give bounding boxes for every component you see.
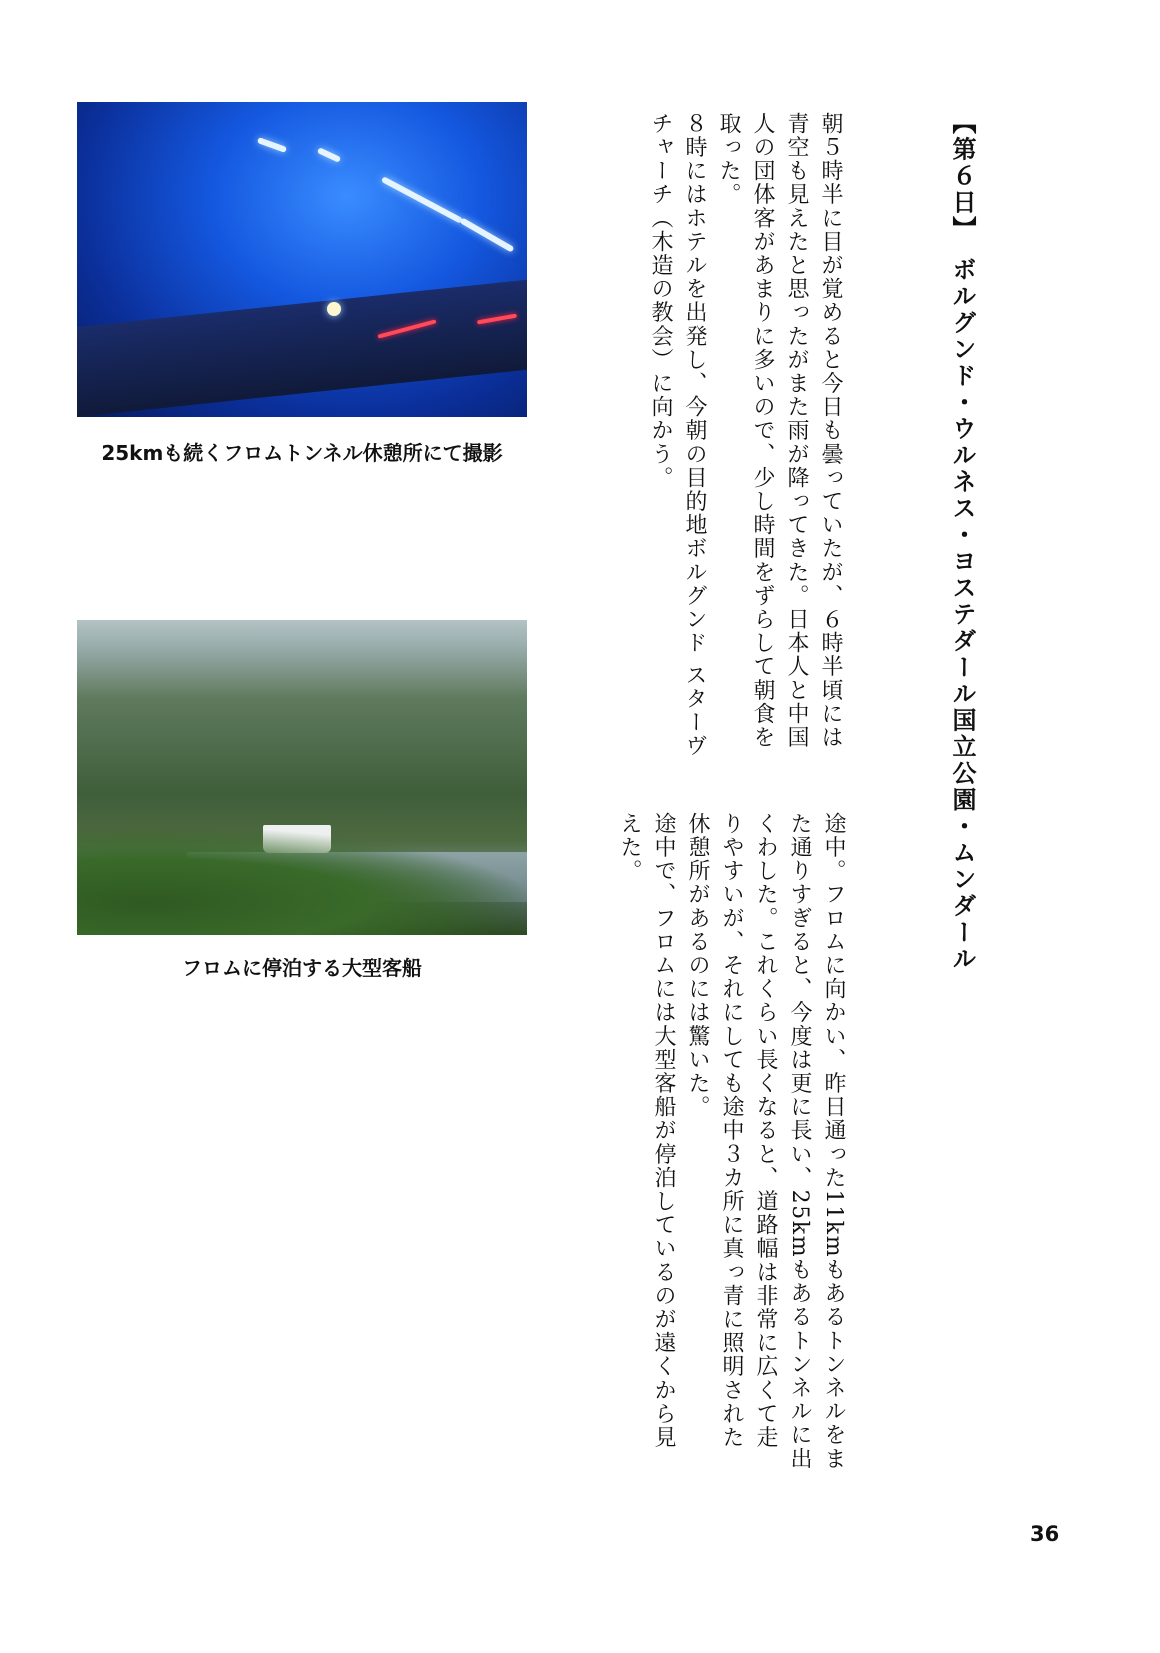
body-section-1 [643, 112, 847, 758]
text-line: ８時にはホテルを出発し、今朝の目的地ボルグンド スターヴ [682, 112, 707, 758]
text-line: 青空も見えたと思ったがまた雨が降ってきた。日本人と中国 [784, 112, 809, 750]
fjord-ship-photo [77, 620, 527, 935]
text-line: チャーチ（木造の教会）に向かう。 [648, 112, 673, 490]
text-line: 人の団体客があまりに多いので、少し時間をずらして朝食を [750, 112, 775, 750]
text-line: りやすいが、それにしても途中３カ所に真っ青に照明された [719, 812, 744, 1450]
text-line: 休憩所があるのには驚いた。 [685, 812, 710, 1119]
text-line: 取った。 [716, 112, 741, 207]
photo-caption: フロムに停泊する大型客船 [182, 956, 422, 980]
text-line: 朝５時半に目が覚めると今日も曇っていたが、６時半頃には [818, 112, 843, 750]
text-line: た通りすぎると、今度は更に長い、25kmもあるトンネルに出 [787, 812, 812, 1471]
photo-caption: 25kmも続くフロムトンネル休憩所にて撮影 [101, 441, 503, 465]
text-line: 途中で、フロムには大型客船が停泊しているのが遠くから見 [651, 812, 676, 1450]
text-line: えた。 [617, 812, 642, 883]
tunnel-photo [77, 102, 527, 417]
chapter-title: 【第６日】 ボルグンド・ウルネス・ヨステダール国立公園・ムンダール [948, 110, 976, 973]
body-section-2 [612, 812, 850, 1471]
text-line: くわした。これくらい長くなると、道路幅は非常に広くて走 [753, 812, 778, 1450]
page-number: 36 [1030, 1522, 1060, 1546]
text-line: 途中。フロムに向かい、昨日通った11kmもあるトンネルをま [821, 812, 846, 1471]
